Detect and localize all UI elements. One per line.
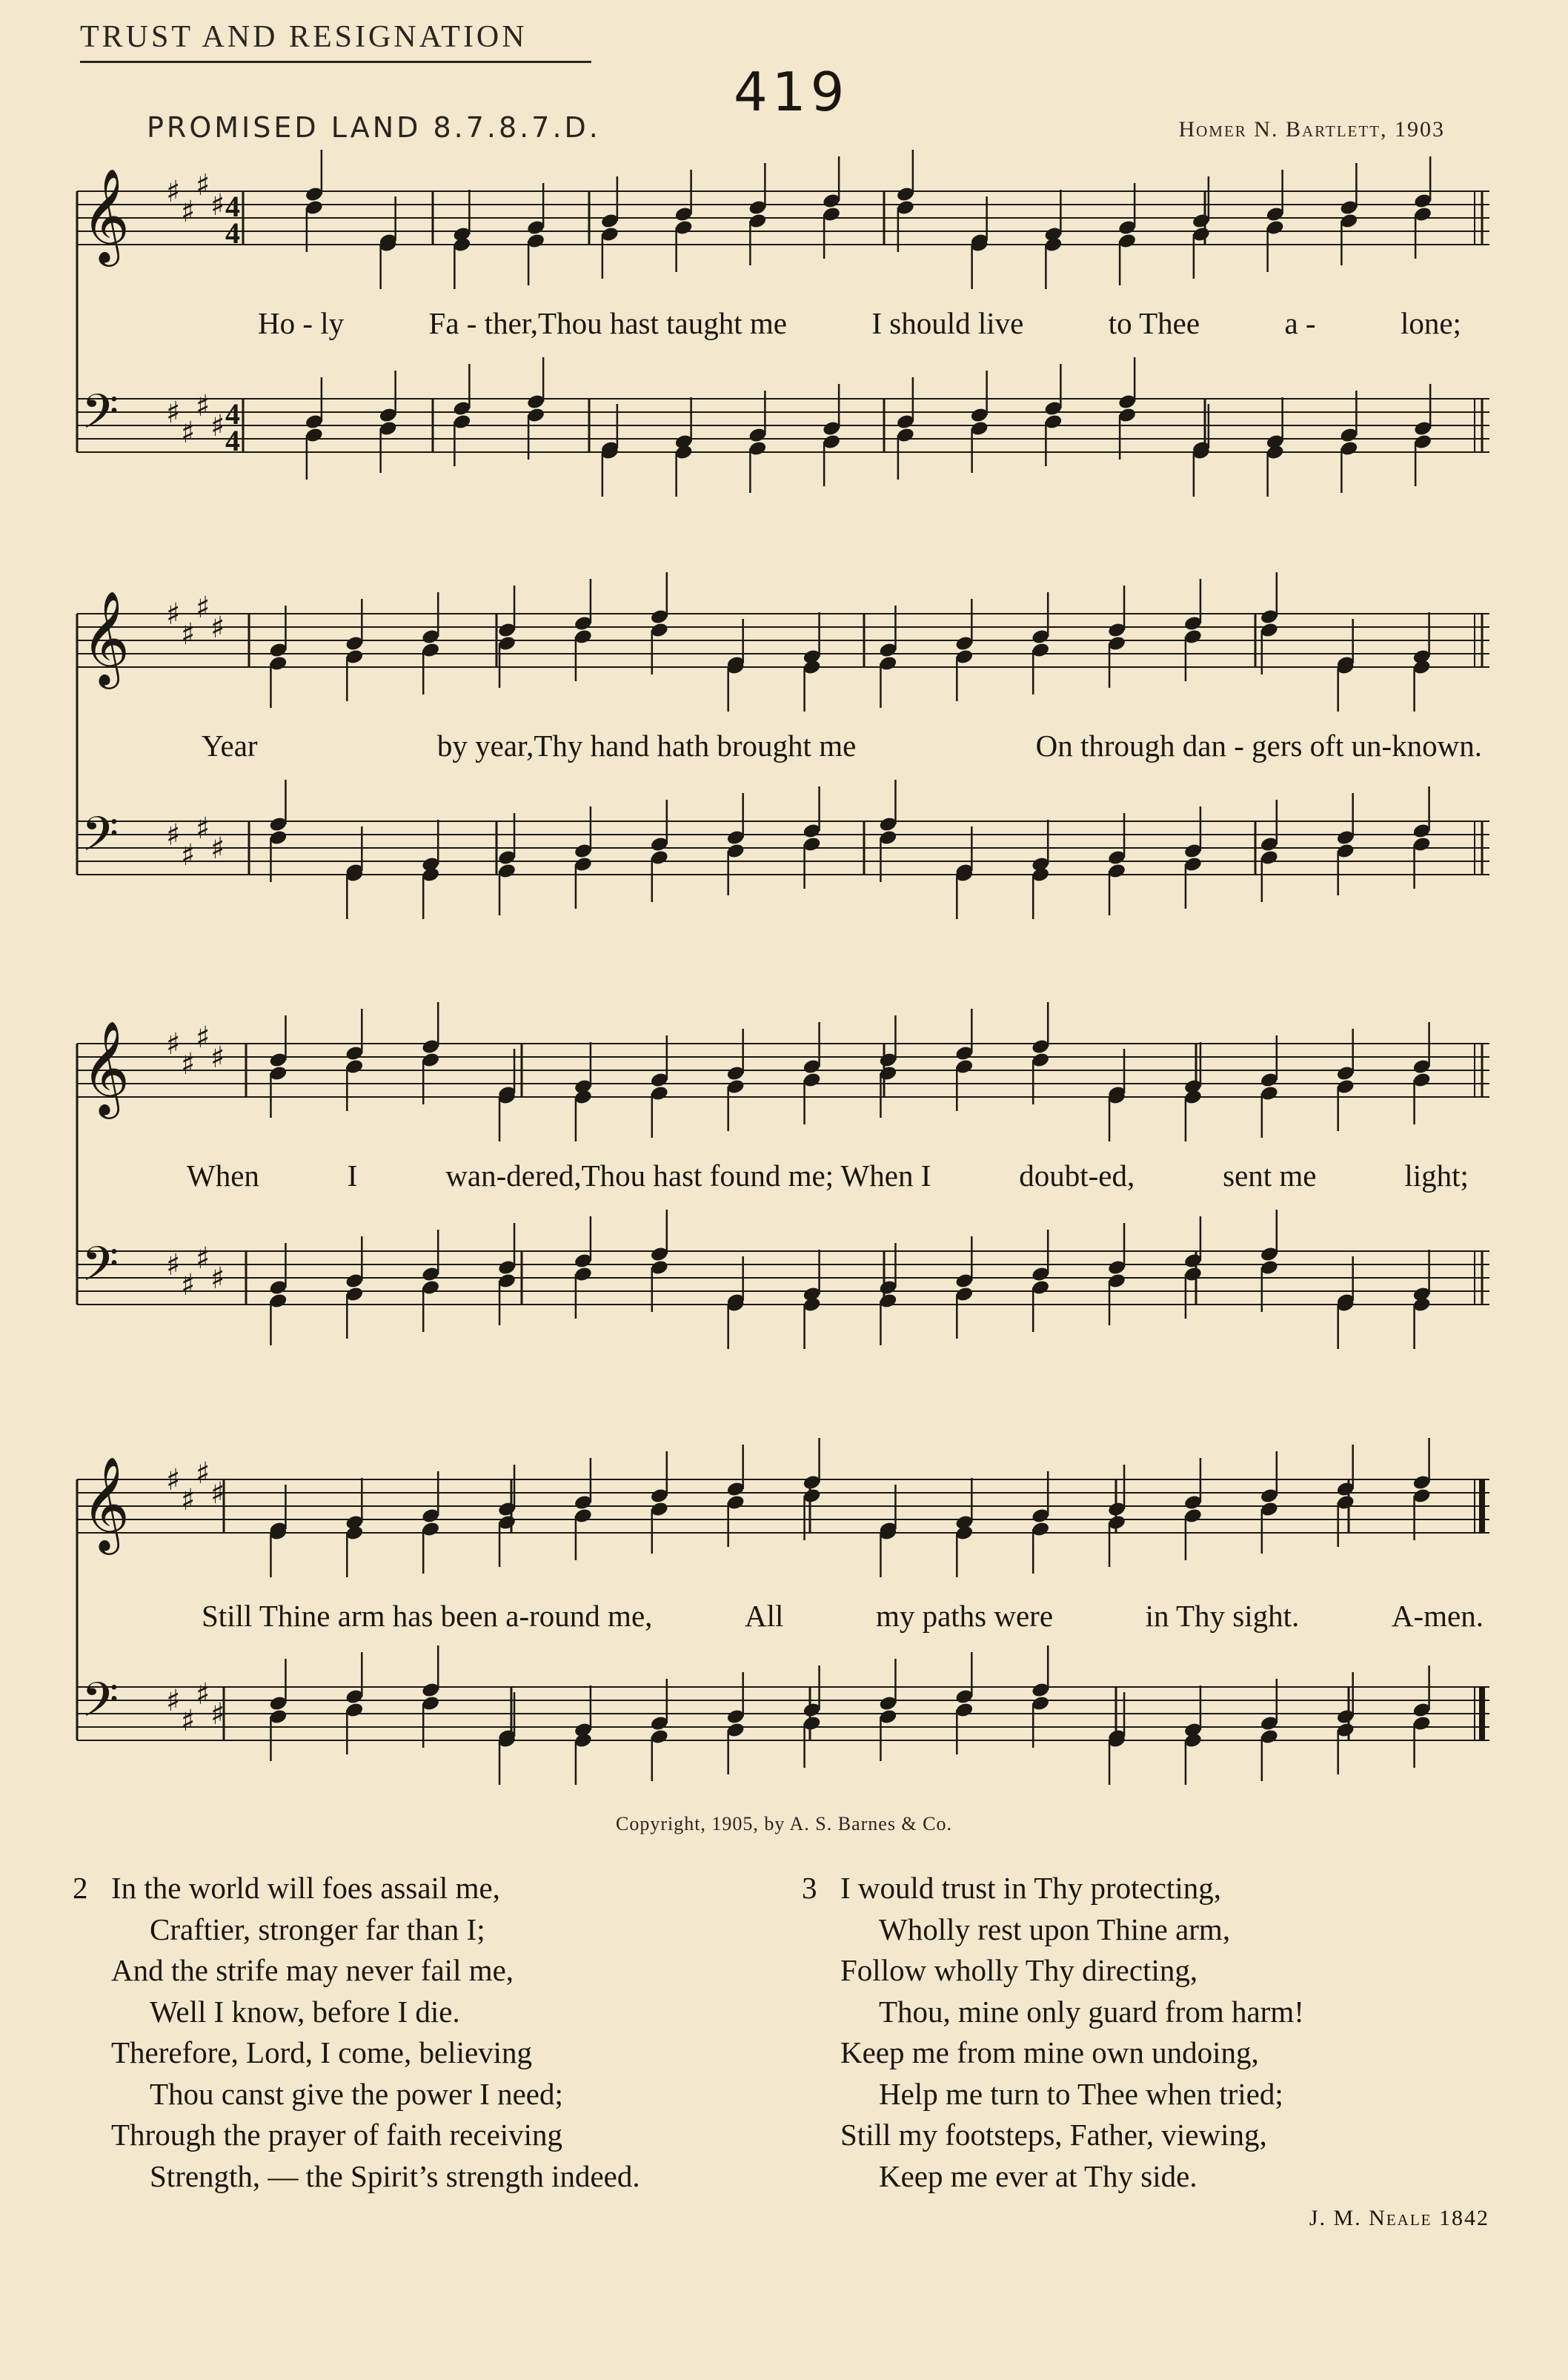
stanza-number: 3 — [802, 1871, 817, 1905]
sharp-icon: ♯ — [196, 1677, 210, 1711]
sharp-icon: ♯ — [196, 812, 210, 846]
sharp-icon: ♯ — [196, 591, 210, 625]
sharp-icon: ♯ — [166, 1463, 181, 1497]
lyric-line-2 — [68, 728, 1491, 763]
sharp-icon: ♯ — [210, 188, 225, 222]
sharp-icon: ♯ — [181, 1704, 196, 1738]
treble-clef-icon: 𝄞 — [82, 1020, 130, 1115]
sharp-icon: ♯ — [166, 597, 181, 632]
bass-clef-icon: 𝄢 — [82, 385, 119, 451]
lyric-segment: I — [347, 1158, 358, 1193]
sharp-icon: ♯ — [166, 1027, 181, 1061]
stanza-line: And the strife may never fail me, — [111, 1953, 514, 1987]
stanza-number: 2 — [73, 1871, 88, 1905]
stanza-line: Thou canst give the power I need; — [150, 2076, 563, 2111]
stanza-line: Thou, mine only guard from harm! — [879, 1994, 1304, 2029]
stanza-line: In the world will foes assail me, — [111, 1871, 500, 1905]
lyric-segment: sent me — [1223, 1158, 1317, 1193]
stanza-line: Through the prayer of faith receiving — [111, 2118, 563, 2152]
lyric-segment: Ho - ly — [258, 306, 345, 340]
sharp-icon: ♯ — [166, 396, 181, 430]
time-signature-bottom: 4 — [225, 424, 240, 457]
sharp-icon: ♯ — [196, 1456, 210, 1491]
sharp-icon: ♯ — [196, 389, 210, 423]
time-signature-top: 4 — [225, 397, 240, 431]
stanza-line: Follow wholly Thy directing, — [840, 1953, 1198, 1987]
sharp-icon: ♯ — [210, 1262, 225, 1296]
sharp-icon: ♯ — [196, 168, 210, 202]
lyric-segment: doubt-ed, — [1019, 1158, 1135, 1193]
lyric-segment: to Thee — [1108, 306, 1200, 340]
lyric-segment: a - — [1284, 306, 1316, 340]
copyright-notice: Copyright, 1905, by A. S. Barnes & Co. — [615, 1813, 952, 1834]
stanza-line: Still my footsteps, Father, viewing, — [840, 2118, 1267, 2152]
sharp-icon: ♯ — [181, 1483, 196, 1517]
sharp-icon: ♯ — [181, 838, 196, 872]
stanza-line: Craftier, stronger far than I; — [150, 1912, 485, 1946]
sharp-icon: ♯ — [210, 611, 225, 645]
lyric-segment: All — [744, 1599, 784, 1633]
section-title: TRUST AND RESIGNATION — [80, 19, 591, 63]
time-signature-bottom: 4 — [225, 216, 240, 250]
sharp-icon: ♯ — [181, 195, 196, 229]
composer-credit: Homer N. Bartlett, 1903 — [1178, 117, 1445, 142]
lyric-line-4 — [68, 1598, 1491, 1634]
sharp-icon: ♯ — [166, 818, 181, 852]
stanza-3 — [802, 1868, 1304, 2197]
lyric-segment: A-men. — [1391, 1599, 1484, 1633]
hymn-number: 419 — [734, 61, 849, 123]
sharp-icon: ♯ — [210, 832, 225, 866]
lyric-segment: lone; — [1400, 306, 1461, 340]
treble-clef-icon: 𝄞 — [82, 168, 130, 262]
treble-clef-icon: 𝄞 — [82, 1456, 130, 1551]
lyric-segment: by year,Thy hand hath brought me — [436, 729, 857, 763]
sharp-icon: ♯ — [181, 1047, 196, 1081]
sharp-icon: ♯ — [166, 1248, 181, 1282]
lyric-segment: Fa - ther,Thou hast taught me — [428, 306, 787, 340]
tune-name: PROMISED LAND 8.7.8.7.D. — [147, 111, 601, 144]
stanza-line: Wholly rest upon Thine arm, — [879, 1912, 1231, 1946]
bass-clef-icon: 𝄢 — [82, 1237, 119, 1304]
sharp-icon: ♯ — [210, 1041, 225, 1075]
lyric-line-3 — [68, 1158, 1491, 1193]
stanza-line: I would trust in Thy protecting, — [840, 1871, 1221, 1905]
lyric-segment: my paths were — [875, 1599, 1054, 1633]
lyric-segment: When — [187, 1158, 259, 1193]
lyric-segment: wan-dered,Thou hast found me; When I — [445, 1158, 931, 1193]
sharp-icon: ♯ — [166, 175, 181, 209]
lyric-segment: On through dan - gers oft un-known. — [1035, 729, 1482, 763]
bass-clef-icon: 𝄢 — [82, 1673, 119, 1740]
sharp-icon: ♯ — [166, 1684, 181, 1718]
sharp-icon: ♯ — [181, 617, 196, 652]
lyric-segment: in Thy sight. — [1145, 1599, 1300, 1633]
sharp-icon: ♯ — [181, 1268, 196, 1302]
lyric-segment: Still Thine arm has been a-round me, — [202, 1599, 653, 1633]
sharp-icon: ♯ — [196, 1021, 210, 1055]
treble-clef-icon: 𝄞 — [82, 590, 130, 685]
stanza-2 — [73, 1868, 640, 2197]
lyric-line-1 — [68, 305, 1491, 341]
sharp-icon: ♯ — [210, 1697, 225, 1731]
stanza-line: Well I know, before I die. — [150, 1994, 460, 2029]
stanza-line: Keep me from mine own undoing, — [840, 2035, 1259, 2069]
stanza-line: Help me turn to Thee when tried; — [879, 2076, 1283, 2111]
author-credit: J. M. Neale 1842 — [1309, 2206, 1489, 2230]
lyric-segment: light; — [1404, 1158, 1469, 1193]
sharp-icon: ♯ — [181, 416, 196, 450]
sharp-icon: ♯ — [196, 1242, 210, 1276]
time-signature-top: 4 — [225, 190, 240, 223]
bass-clef-icon: 𝄢 — [82, 807, 119, 874]
sharp-icon: ♯ — [210, 409, 225, 443]
stanza-line: Keep me ever at Thy side. — [879, 2158, 1197, 2193]
stanza-line: Therefore, Lord, I come, believing — [111, 2035, 533, 2069]
lyric-segment: Year — [202, 729, 258, 763]
lyric-segment: I should live — [871, 306, 1024, 340]
stanza-line: Strength, — the Spirit’s strength indeed. — [150, 2158, 640, 2193]
sharp-icon: ♯ — [210, 1476, 225, 1511]
